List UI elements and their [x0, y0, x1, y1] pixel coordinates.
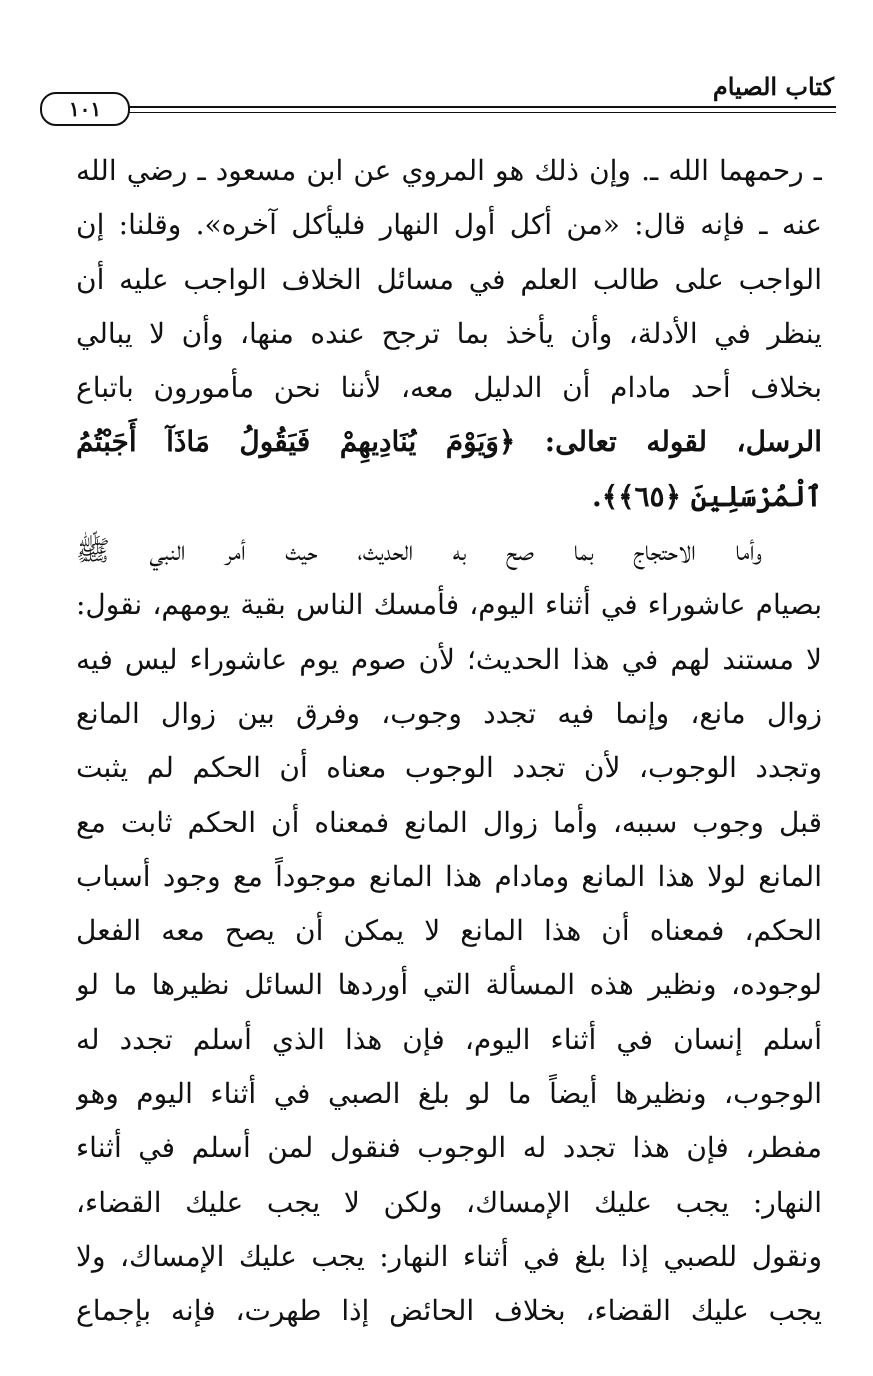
text-line: أسلم إنسان في أثناء اليوم، فإن هذا الذي أسلم تجدد له: [76, 1022, 822, 1056]
text-line: يجب عليك القضاء، بخلاف الحائض إذا طهرت، فإنه بإجماع: [76, 1294, 822, 1328]
quran-verse-end-line: ٱلْمُرْسَلِينَ ﴿٦٥﴾﴾.: [591, 479, 822, 513]
body-text: [76, 144, 822, 1339]
text-line: وتجدد الوجوب، لأن تجدد الوجوب معناه أن الحكم لم يثبت: [76, 751, 822, 785]
text-line: ونقول للصبي إذا بلغ في أثناء النهار: يجب عليك الإمساك، ولا: [76, 1239, 822, 1273]
paragraph-start-line: وأما الاحتجاج بما صح به الحديث، حيث أمر النبي ﷺ: [76, 534, 762, 568]
text-line: الوجوب، ونظيرها أيضاً ما لو بلغ الصبي في أثناء اليوم وهو: [76, 1077, 822, 1111]
running-title: كتاب الصيام: [712, 72, 834, 101]
text-line: بخلاف أحد مادام أن الدليل معه، لأننا نحن مأمورون باتباع: [76, 371, 822, 405]
text-line: ـ رحمهما الله ـ. وإن ذلك هو المروي عن ابن مسعود ـ رضي الله: [76, 154, 822, 187]
text-line: النهار: يجب عليك الإمساك، ولكن لا يجب عليك القضاء،: [76, 1185, 822, 1219]
text-line: زوال مانع، وإنما فيه تجدد وجوب، وفرق بين زوال المانع: [76, 696, 822, 730]
text-line: ينظر في الأدلة، وأن يأخذ بما ترجح عنده منها، وأن لا يبالي: [76, 316, 822, 350]
text-line: لوجوده، ونظير هذه المسألة التي أوردها السائل نظيرها ما لو: [76, 968, 822, 1002]
header-rule: [120, 106, 836, 108]
text-line: الواجب على طالب العلم في مسائل الخلاف الواجب عليه أن: [76, 262, 822, 296]
text-line: الحكم، فمعناه أن هذا المانع لا يمكن أن يصح معه الفعل: [76, 914, 822, 948]
page-number: ١٠١: [68, 97, 102, 121]
header-rule-thin: [120, 112, 836, 113]
page-header: [40, 70, 836, 126]
quran-verse-line: الرسل، لقوله تعالى: ﴿وَيَوْمَ يُنَادِيهِمْ فَيَقُولُ مَاذَآ أَجَبْتُمُ: [76, 425, 822, 459]
text-line: لا مستند لهم في هذا الحديث؛ لأن صوم يوم عاشوراء ليس فيه: [76, 642, 822, 676]
text-line: قبل وجوب سببه، وأما زوال المانع فمعناه أن الحكم ثابت مع: [76, 805, 822, 839]
text-line: بصيام عاشوراء في أثناء اليوم، فأمسك الناس بقية يومهم، نقول:: [76, 588, 822, 622]
page-number-badge: [40, 92, 130, 126]
text-line: عنه ـ فإنه قال: «من أكل أول النهار فليأكل آخره». وقلنا: إن: [76, 208, 822, 242]
text-line: مفطر، فإن هذا تجدد له الوجوب فنقول لمن أسلم في أثناء: [76, 1131, 822, 1165]
text-line: المانع لولا هذا المانع ومادام هذا المانع موجوداً مع وجود أسباب: [76, 859, 822, 893]
